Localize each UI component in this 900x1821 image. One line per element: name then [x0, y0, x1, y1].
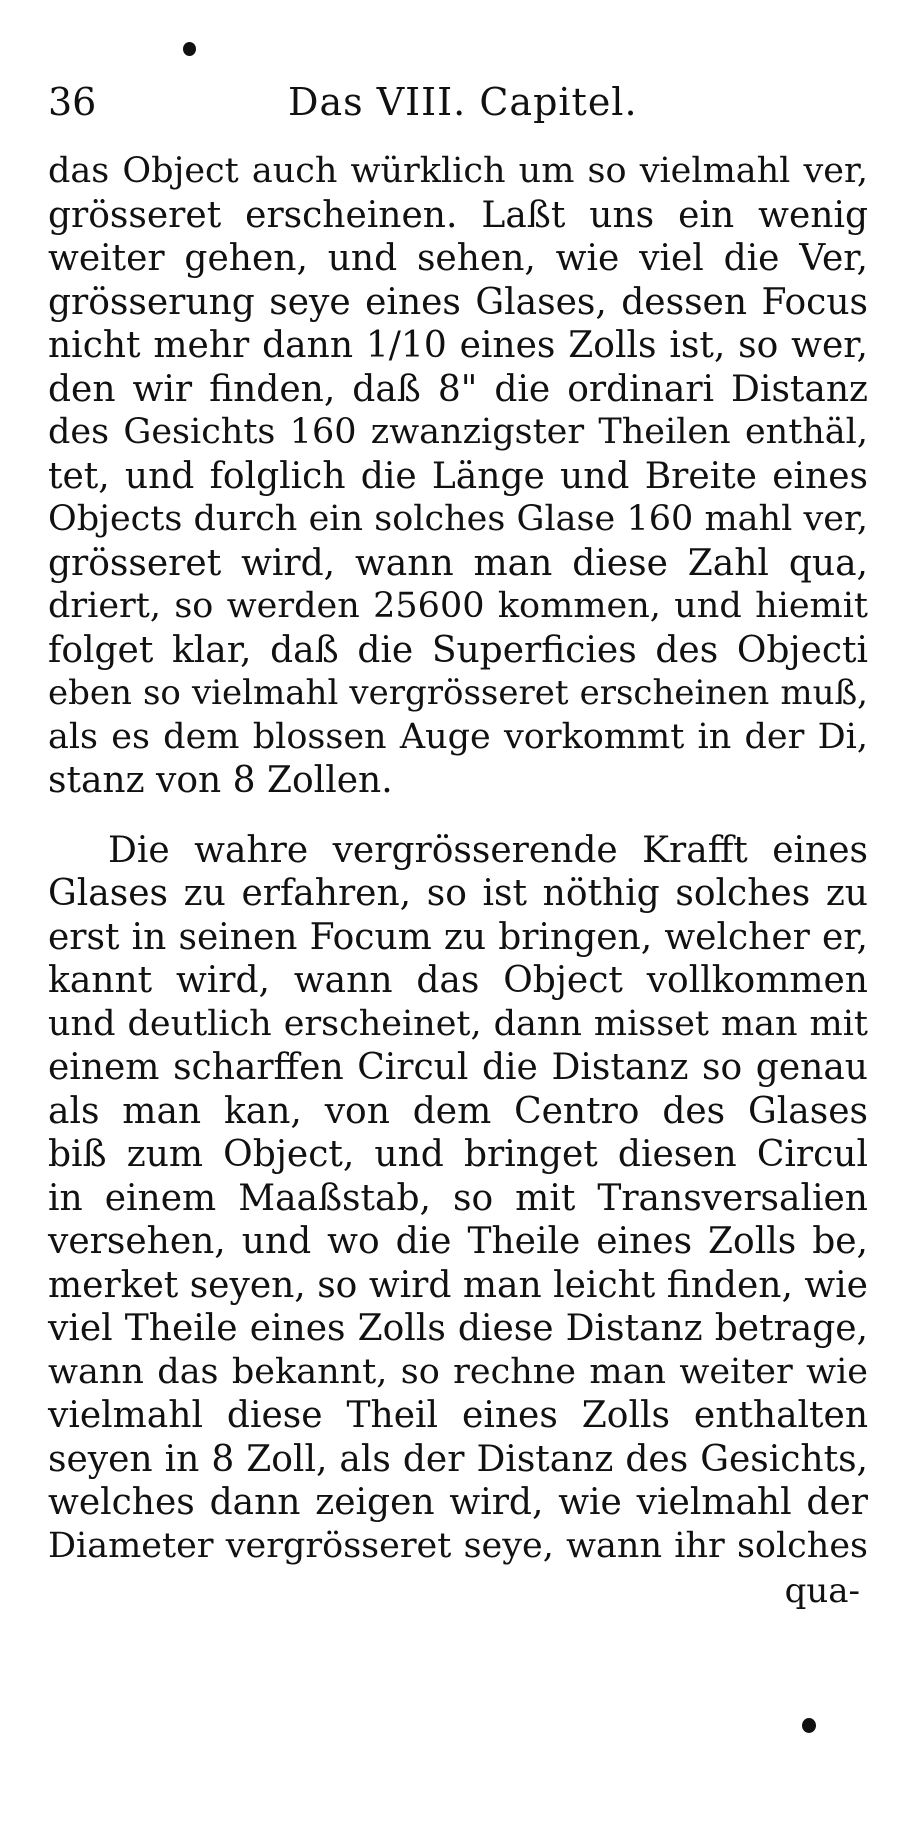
text-line: driert, so werden 25600 kommen, und hiemit: [48, 586, 868, 626]
text-line: seyen in 8 Zoll, als der Distanz des Gesichts,: [48, 1438, 868, 1480]
paragraphs: [48, 150, 868, 1568]
body-text: [48, 150, 868, 1614]
text-line: als man kan, von dem Centro des Glases: [48, 1090, 868, 1132]
text-line: welches dann zeigen wird, wie vielmahl der: [48, 1482, 868, 1523]
text-line: Die wahre vergrösserende Krafft eines: [108, 829, 868, 871]
text-line: weiter gehen, und sehen, wie viel die Ver,: [48, 238, 868, 279]
text-line: erst in seinen Focum zu bringen, welcher er,: [48, 916, 868, 958]
ink-spot-bottom: [802, 1718, 816, 1733]
text-line: nicht mehr dann 1/10 eines Zolls ist, so wer,: [48, 325, 868, 366]
ink-spot-top: [183, 42, 196, 56]
page-number: 36: [48, 80, 97, 124]
text-line: vielmahl diese Theil eines Zolls enthalten: [48, 1395, 868, 1436]
text-line: eben so vielmahl vergrösseret erscheinen muß,: [48, 673, 868, 713]
text-line: des Gesichts 160 zwanzigster Theilen enthäl,: [48, 412, 868, 452]
text-line: versehen, und wo die Theile eines Zolls be,: [48, 1221, 868, 1262]
text-line: einem scharffen Circul die Distanz so genau: [48, 1047, 868, 1088]
text-line: in einem Maaßstab, so mit Transversalien: [48, 1177, 868, 1219]
text-line: merket seyen, so wird man leicht finden, wie: [48, 1264, 868, 1306]
catchword: qua-: [784, 1571, 860, 1611]
text-line: grösseret wird, wann man diese Zahl qua,: [48, 542, 868, 584]
paragraph: [48, 829, 868, 1569]
text-line: den wir finden, daß 8" die ordinari Distanz: [48, 368, 868, 410]
page-header: [48, 80, 860, 140]
text-line: Diameter vergrösseret seye, wann ihr solches: [48, 1525, 868, 1566]
paragraph: [48, 150, 868, 803]
text-line: tet, und folglich die Länge und Breite eines: [48, 455, 868, 497]
text-line: kannt wird, wann das Object vollkommen: [48, 960, 868, 1001]
text-line: als es dem blossen Auge vorkommt in der Di,: [48, 716, 868, 757]
text-line: grösserung seye eines Glases, dessen Focus: [48, 281, 868, 323]
text-line: viel Theile eines Zolls diese Distanz betrage,: [48, 1308, 868, 1349]
text-line: Glases zu erfahren, so ist nöthig solches zu: [48, 873, 868, 914]
text-line: stanz von 8 Zollen.: [48, 760, 393, 801]
text-line: grösseret erscheinen. Laßt uns ein wenig: [48, 194, 868, 236]
paragraph-gap: [48, 803, 868, 829]
text-line: wann das bekannt, so rechne man weiter wie: [48, 1351, 868, 1392]
text-line: das Object auch würklich um so vielmahl ver,: [48, 151, 868, 191]
text-line: biß zum Object, und bringet diesen Circul: [48, 1134, 868, 1175]
text-line: und deutlich erscheinet, dann misset man mit: [48, 1003, 868, 1044]
running-title: Das VIII. Capitel.: [288, 80, 638, 124]
text-line: folget klar, daß die Superficies des Objecti: [48, 629, 868, 671]
text-line: Objects durch ein solches Glase 160 mahl ver,: [48, 499, 868, 539]
